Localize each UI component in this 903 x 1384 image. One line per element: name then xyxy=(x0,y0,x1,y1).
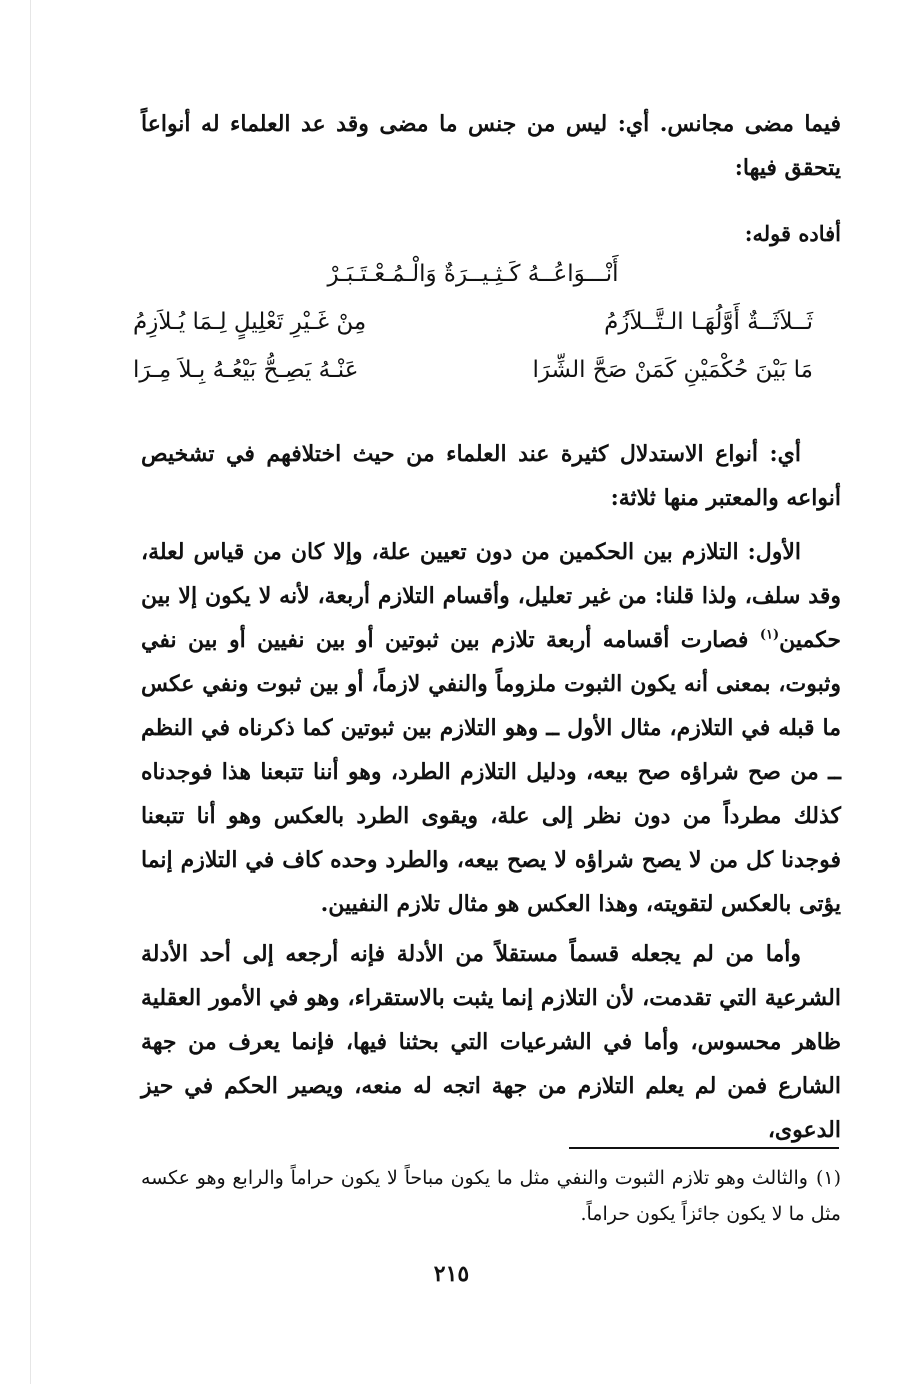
paragraph-2-text: أي: أنواع الاستدلال كثيرة عند العلماء من حيث اختلافهم في تشخيص أنواعه والمعتبر منها ثلاثة: xyxy=(141,441,841,511)
verse-line-2 xyxy=(133,298,813,346)
footnote xyxy=(141,1160,841,1232)
paragraph-3-text-b: فصارت أقسامه أربعة تلازم بين ثبوتين أو بين نفيين أو بين نفي وثبوت، بمعنى أنه يكون الثبوت ملزوماً والنفي لازماً، أو بين ثبوت ونفي عكس ما قبله في التلازم، مثال الأول ــ وهو التلازم بين ثبوتين كما ذكرناه في النظم ــ من صح شراؤه صح بيعه، ودليل التلازم الطرد، وهو أننا تتبعنا هذا فوجدناه كذلك مطرداً من دون نظر إلى علة، ويقوى الطرد بالعكس وهو أنا تتبعنا فوجدنا كل من لا يصح شراؤه لا يصح بيعه، والطرد وحده كاف في التلازم إنما يؤتى بالعكس لتقويته، وهذا العكس هو مثال تلازم النفيين. xyxy=(141,627,841,917)
verse-line-2-left-hemistich: مِنْ غَـيْرِ تَعْلِيلٍ لِـمَا يُـلاَزِمُ xyxy=(133,309,367,335)
footnote-separator xyxy=(569,1147,839,1149)
paragraph-4-text: وأما من لم يجعله قسماً مستقلاً من الأدلة فإنه أرجعه إلى أحد الأدلة الشرعية التي تقدمت، لأن التلازم إنما يثبت بالاستقراء، وهو في الأمور العقلية ظاهر محسوس، وأما في الشرعيات التي بحثنا فيها، فإنما يعرف من جهة الشارع فمن لم يعلم التلازم من جهة اتجه له منعه، ويصير الحكم في حيز الدعوى، xyxy=(141,941,841,1143)
scan-edge-line xyxy=(30,0,31,1384)
page-number: ٢١٥ xyxy=(433,1261,470,1287)
verse-line-1 xyxy=(133,250,813,298)
paragraph-3 xyxy=(141,530,841,926)
verse-line-3-left-hemistich: عَنْـهُ يَصِـحُّ بَيْعُـهُ بِـلاَ مِـرَا xyxy=(133,357,359,383)
verse-intro: أفاده قوله: xyxy=(744,221,841,246)
verse-block xyxy=(133,250,813,394)
verse-line-2-right-hemistich: ثَــلاَثَــةٌ أَوَّلُهَـا الـتَّــلاَزُمُ xyxy=(604,309,813,335)
footnote-reference[interactable]: (١) xyxy=(759,627,780,643)
footnote-marker: (١) xyxy=(815,1167,841,1189)
paragraph-3-text-a: الأول: التلازم بين الحكمين من دون تعيين علة، وإلا كان من قياس لعلة، وقد سلف، ولذا قلنا: من غير تعليل، وأقسام التلازم أربعة، لأنه لا يكون إلا بين حكمين xyxy=(141,539,841,653)
verse-line-3 xyxy=(133,346,813,394)
footnote-text: والثالث وهو تلازم الثبوت والنفي مثل ما يكون مباحاً لا يكون حراماً والرابع وهو عكسه مثل ما لا يكون جائزاً يكون حراماً. xyxy=(141,1167,841,1225)
verse-line-1-text: أَنْـــوَاعُــهُ كَـثِـيــرَةٌ وَالْـمُـعْـتَـبَـرْ xyxy=(327,261,619,287)
verse-line-3-right-hemistich: مَا بَيْنَ حُكْمَيْنِ كَمَنْ صَحَّ الشِّرَا xyxy=(532,357,813,383)
paragraph-1: فيما مضى مجانس. أي: ليس من جنس ما مضى وقد عد العلماء له أنواعاً يتحقق فيها: xyxy=(141,111,841,181)
paragraph-4 xyxy=(141,932,841,1152)
paragraph-2 xyxy=(141,432,841,520)
